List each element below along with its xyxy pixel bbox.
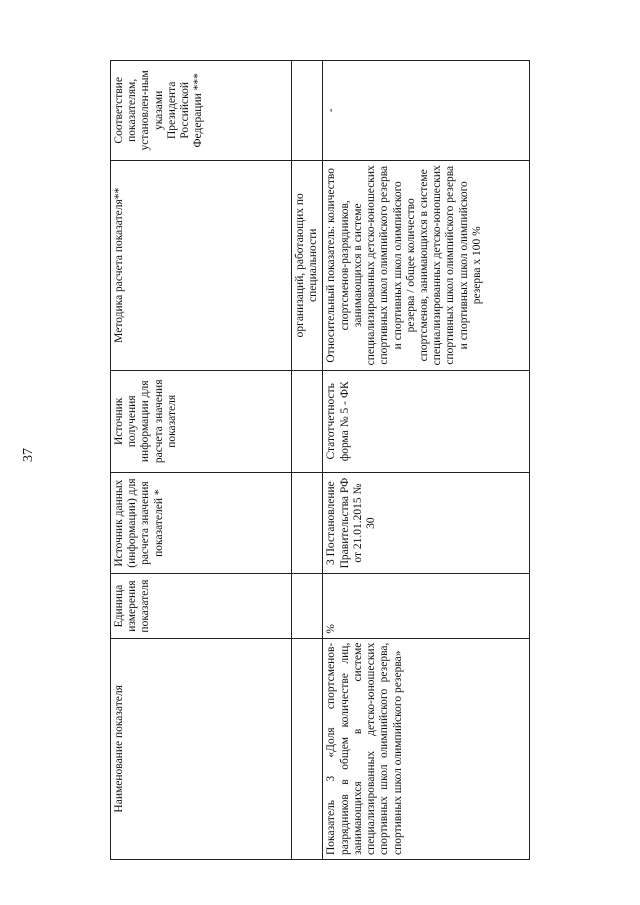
indicator-table-rotated xyxy=(110,60,530,860)
indicator-compliance: - xyxy=(323,61,530,161)
indicator-data-source: 3 Постановление Правительства РФ от 21.01.2015 № 30 xyxy=(323,472,530,574)
header-info-source: Источник получения информации для расчета значения показателя xyxy=(111,370,292,472)
table-header-row xyxy=(111,61,292,860)
carryover-method: организаций, работающих по специальности xyxy=(292,160,323,370)
carryover-compliance xyxy=(292,61,323,161)
header-data-source: Источник данных (информации) для расчета значения показателей * xyxy=(111,472,292,574)
carryover-row xyxy=(292,61,323,860)
indicator-unit: % xyxy=(323,574,530,638)
indicator-table xyxy=(110,60,530,860)
indicator-method: Относительный показатель: количество спортсменов-разрядников, занимающихся в системе специализированных детско-юношеских спортивных школ олимпийского резерва и спортивных школ олимпийского резерва / общее количество спортсменов, занимающихся в системе специализированных детско-юношеских спортивных школ олимпийского резерва и спортивных школ олимпийского резерва х 100 % xyxy=(323,160,530,370)
table-row xyxy=(323,61,530,860)
indicator-name: Показатель 3 «Доля спортсменов-разрядников в общем количестве лиц, занимающихся в системе специализированных детско-юношеских спортивных школ олимпийского резерва, спортивных школ олимпийского резерва» xyxy=(323,638,530,859)
carryover-data-source xyxy=(292,472,323,574)
header-unit: Единица измерения показателя xyxy=(111,574,292,638)
page-number: 37 xyxy=(21,448,36,462)
indicator-info-source: Статотчетность форма № 5 - ФК xyxy=(323,370,530,472)
carryover-unit xyxy=(292,574,323,638)
carryover-info-source xyxy=(292,370,323,472)
header-method: Методика расчета показателя** xyxy=(111,160,292,370)
header-compliance: Соответствие показателям, установлен-ным указами Президента Российской Федерации *** xyxy=(111,61,292,161)
header-name: Наименование показателя xyxy=(111,638,292,859)
carryover-name xyxy=(292,638,323,859)
